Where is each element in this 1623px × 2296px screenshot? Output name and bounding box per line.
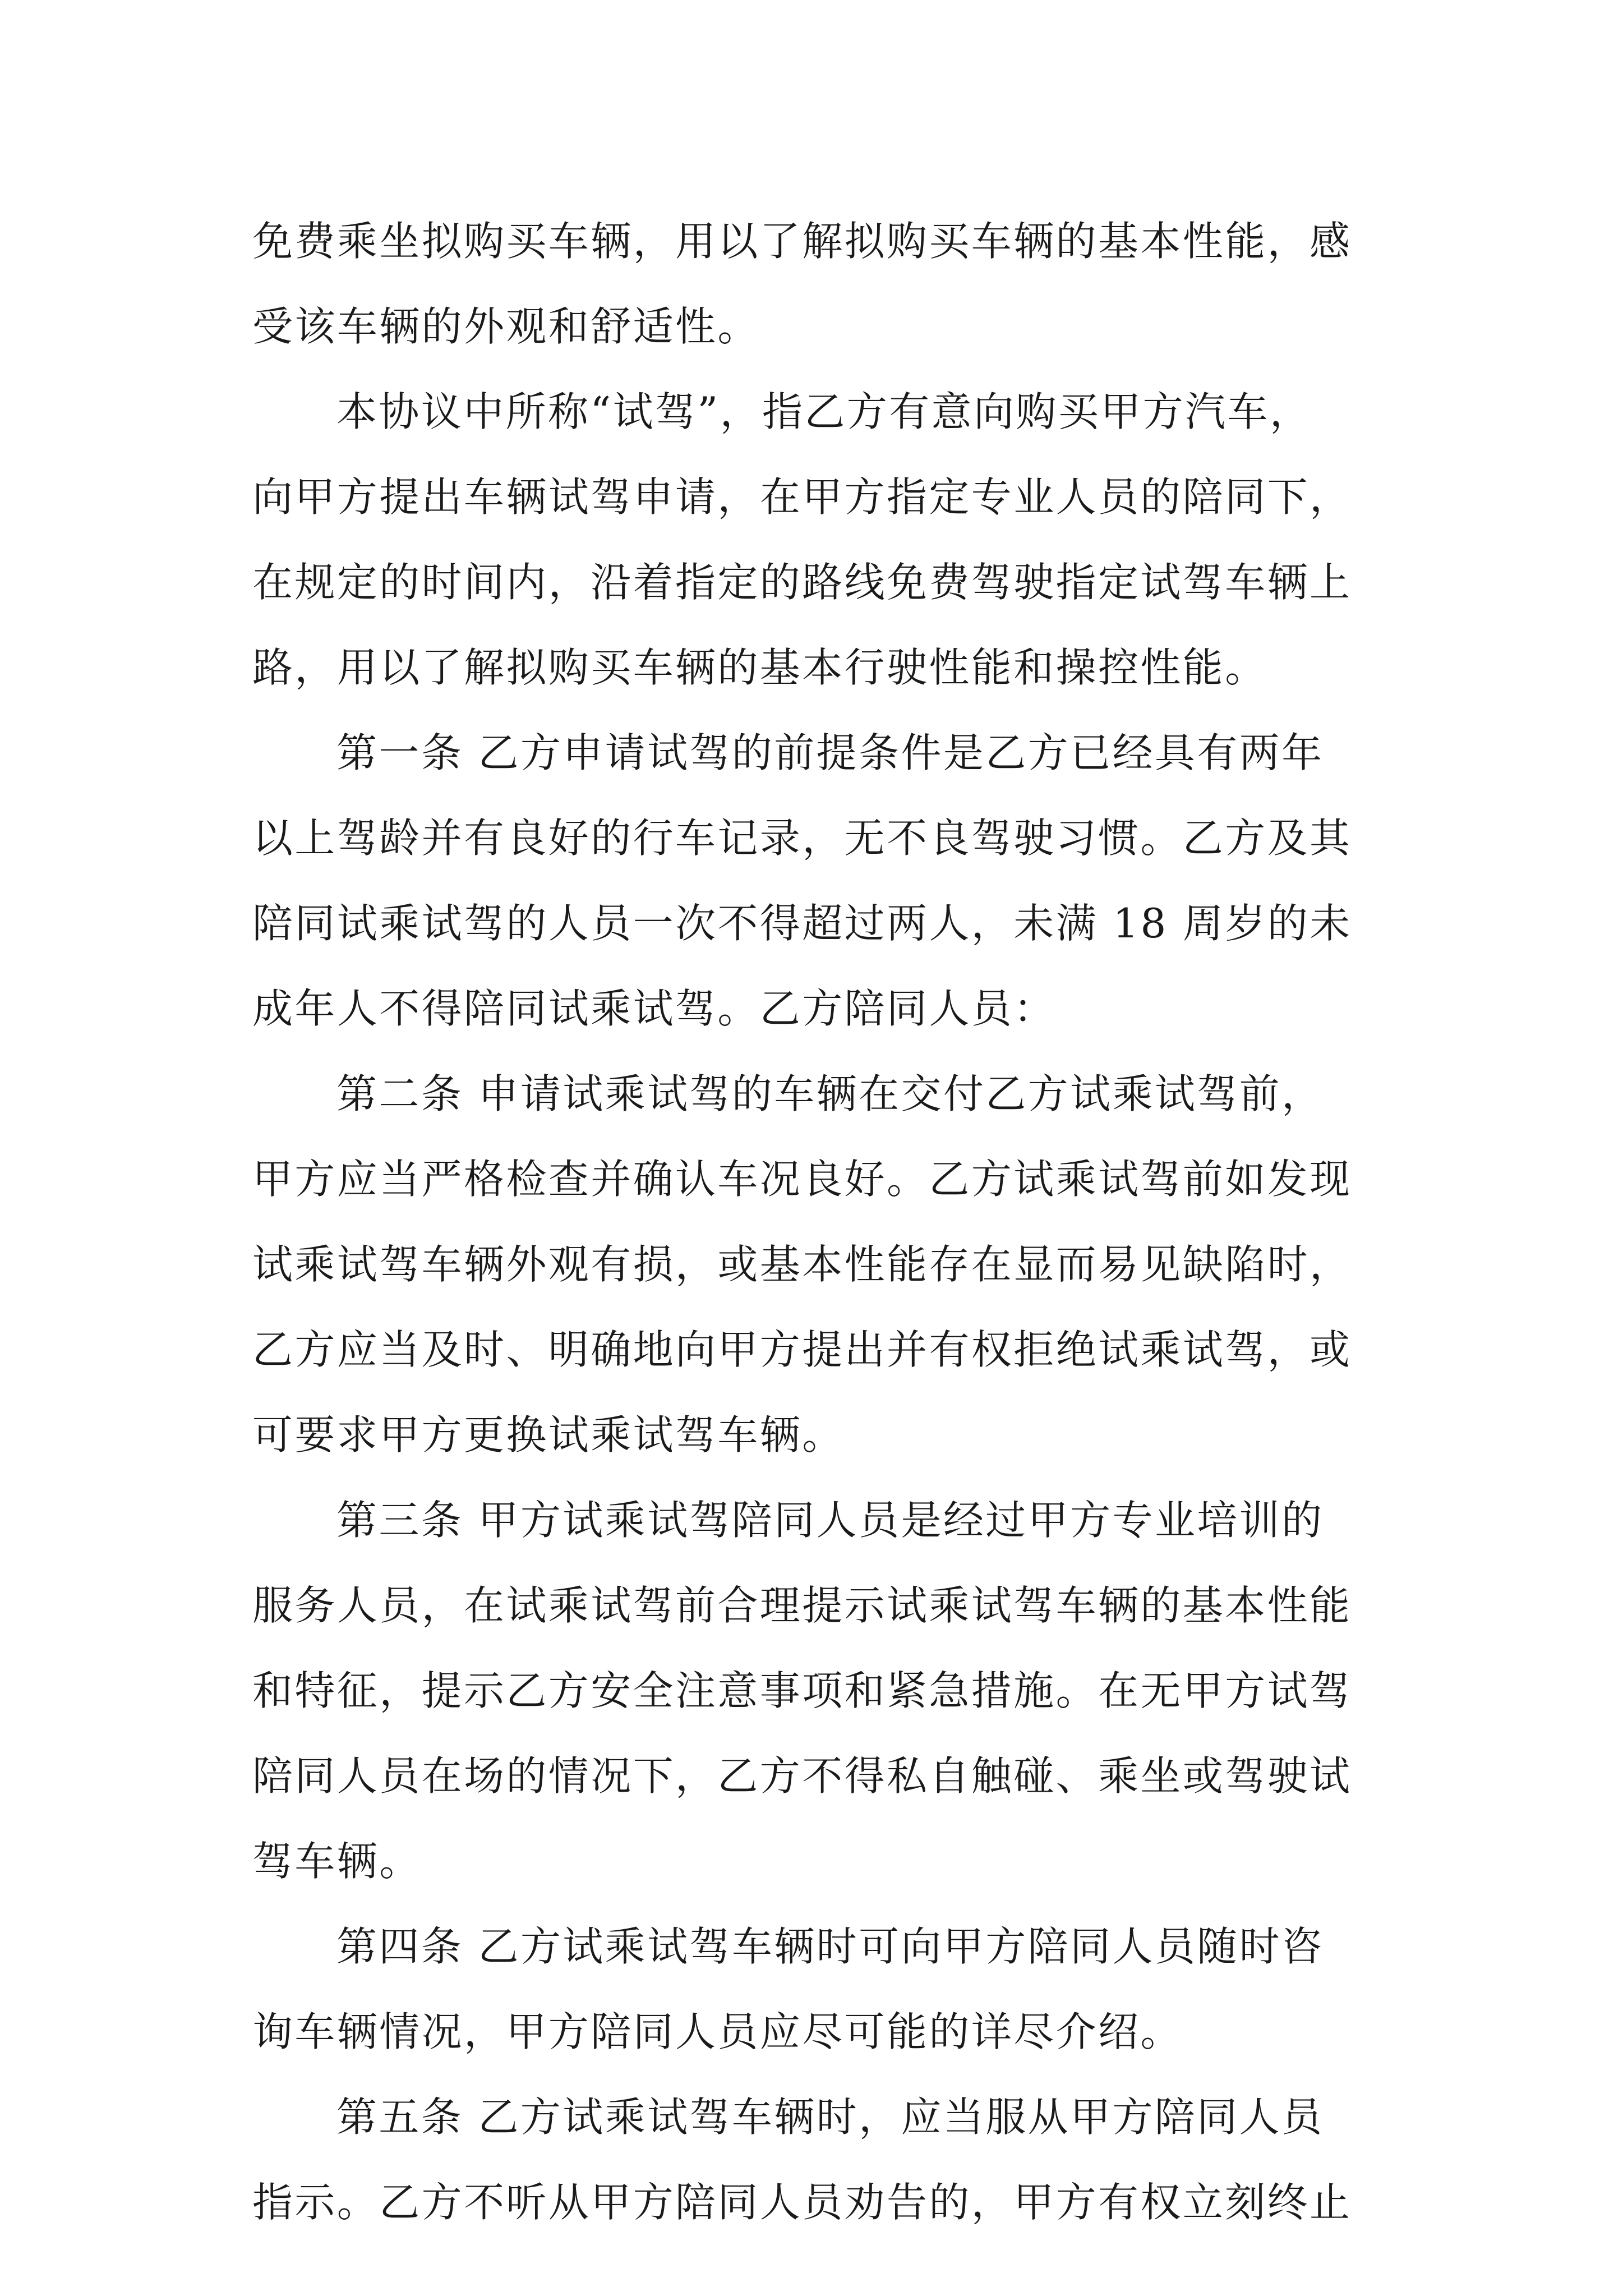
text-line: 驾车辆。 bbox=[252, 1838, 422, 1885]
text-line: 以上驾龄并有良好的行车记录，无不良驾驶习惯。乙方及其 bbox=[252, 815, 1352, 862]
text-line: 甲方应当严格检查并确认车况良好。乙方试乘试驾前如发现 bbox=[252, 1156, 1352, 1203]
text-line: 指示。乙方不听从甲方陪同人员劝告的，甲方有权立刻终止 bbox=[252, 2179, 1352, 2226]
text-line: 服务人员，在试乘试驾前合理提示试乘试驾车辆的基本性能 bbox=[252, 1582, 1352, 1629]
text-line: 第五条 乙方试乘试驾车辆时，应当服从甲方陪同人员 bbox=[336, 2093, 1324, 2141]
text-line: 在规定的时间内，沿着指定的路线免费驾驶指定试驾车辆上 bbox=[252, 559, 1352, 606]
text-line: 受该车辆的外观和舒适性。 bbox=[252, 303, 760, 350]
text-line: 第一条 乙方申请试驾的前提条件是乙方已经具有两年 bbox=[336, 729, 1324, 776]
text-line: 免费乘坐拟购买车辆，用以了解拟购买车辆的基本性能，感 bbox=[252, 218, 1352, 265]
text-line: 乙方应当及时、明确地向甲方提出并有权拒绝试乘试驾，或 bbox=[252, 1326, 1352, 1373]
text-line: 向甲方提出车辆试驾申请，在甲方指定专业人员的陪同下， bbox=[252, 473, 1352, 521]
text-line: 第二条 申请试乘试驾的车辆在交付乙方试乘试驾前， bbox=[336, 1070, 1324, 1117]
text-line: 第四条 乙方试乘试驾车辆时可向甲方陪同人员随时咨 bbox=[336, 1923, 1324, 1970]
text-line: 可要求甲方更换试乘试驾车辆。 bbox=[252, 1411, 845, 1458]
text-line: 试乘试驾车辆外观有损，或基本性能存在显而易见缺陷时， bbox=[252, 1241, 1352, 1288]
text-line: 和特征，提示乙方安全注意事项和紧急措施。在无甲方试驾 bbox=[252, 1667, 1352, 1714]
text-line: 本协议中所称“试驾”，指乙方有意向购买甲方汽车， bbox=[336, 388, 1312, 435]
text-line: 陪同试乘试驾的人员一次不得超过两人，未满 18 周岁的未 bbox=[252, 900, 1352, 947]
text-line: 第三条 甲方试乘试驾陪同人员是经过甲方专业培训的 bbox=[336, 1497, 1324, 1544]
text-line: 成年人不得陪同试乘试驾。乙方陪同人员： bbox=[252, 985, 1056, 1032]
text-line: 陪同人员在场的情况下，乙方不得私自触碰、乘坐或驾驶试 bbox=[252, 1752, 1352, 1800]
text-line: 询车辆情况，甲方陪同人员应尽可能的详尽介绍。 bbox=[252, 2008, 1183, 2055]
text-line: 路，用以了解拟购买车辆的基本行驶性能和操控性能。 bbox=[252, 644, 1267, 691]
